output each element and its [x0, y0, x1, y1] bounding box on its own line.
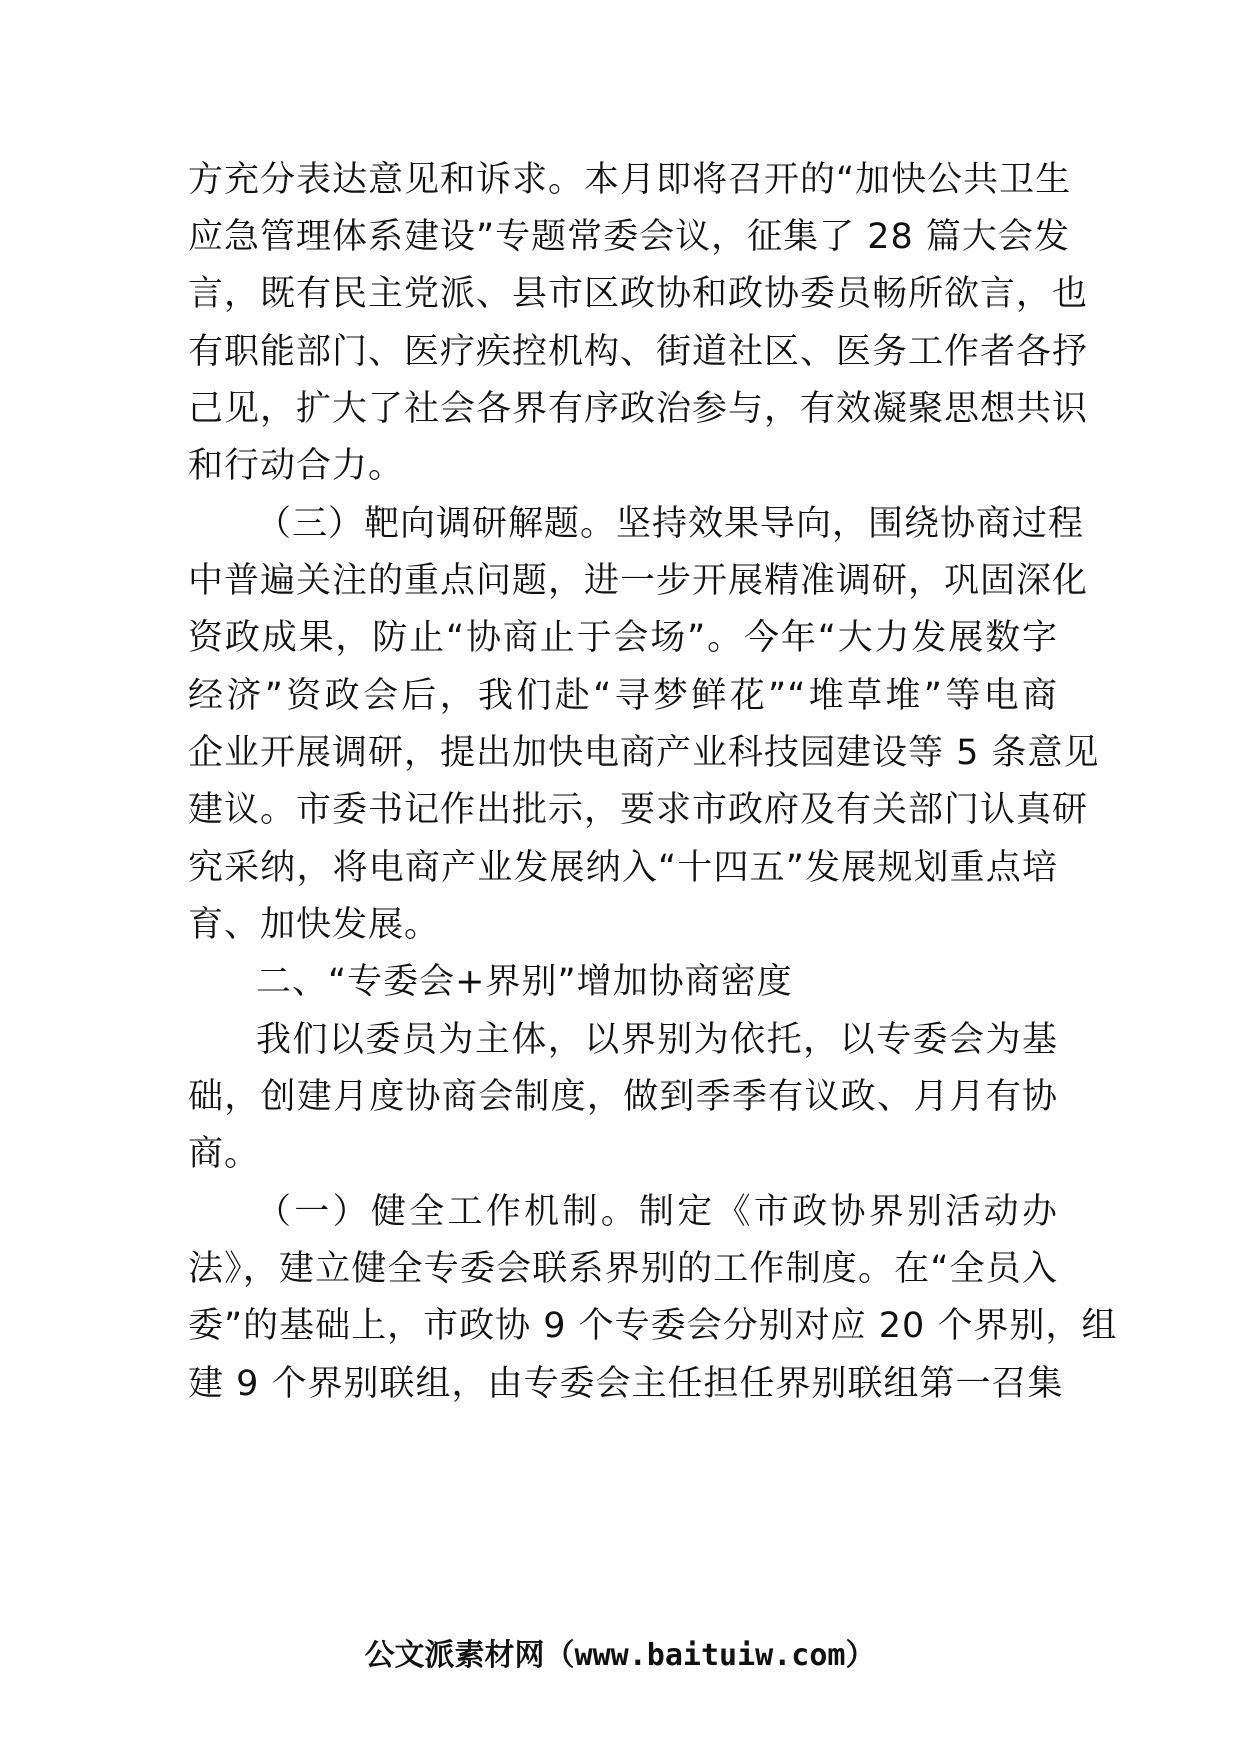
- paragraph-line: 法》，建立健全专委会联系界别的工作制度。在“全员入: [188, 1249, 1058, 1289]
- paragraph-line: 础，创建月度协商会制度，做到季季有议政、月月有协: [188, 1077, 1058, 1117]
- paragraph-line: 建议。市委书记作出批示，要求市政府及有关部门认真研: [188, 790, 1089, 830]
- paragraph-line: （三）靶向调研解题。坚持效果导向，围绕协商过程: [256, 504, 1085, 544]
- paragraph-line: 我们以委员为主体，以界别为依托，以专委会为基: [256, 1020, 1058, 1060]
- paragraph-line: 育、加快发展。: [188, 905, 441, 945]
- paragraph-line: 己见，扩大了社会各界有序政治参与，有效凝聚思想共识: [188, 389, 1089, 429]
- paragraph-line: 中普遍关注的重点问题，进一步开展精准调研，巩固深化: [188, 561, 1089, 601]
- paragraph-line: 经济”资政会后，我们赴“寻梦鲜花”“堆草堆”等电商: [188, 676, 1058, 716]
- paragraph-line: （一）健全工作机制。制定《市政协界别活动办: [256, 1192, 1058, 1232]
- paragraph-line: 委”的基础上，市政协 9 个专委会分别对应 20 个界别，组: [188, 1306, 1118, 1346]
- paragraph-line: 究采纳，将电商产业发展纳入“十四五”发展规划重点培: [188, 848, 1058, 888]
- paragraph-line: 和行动合力。: [188, 446, 405, 486]
- paragraph-line: 企业开展调研，提出加快电商产业科技园建设等 5 条意见: [188, 733, 1100, 773]
- footer-watermark: 公文派素材网（www.baituiw.com）: [364, 1638, 876, 1673]
- paragraph-line: 建 9 个界别联组，由专委会主任担任界别联组第一召集: [188, 1364, 1064, 1404]
- paragraph-line: 应急管理体系建设”专题常委会议，征集了 28 篇大会发: [188, 217, 1070, 257]
- section-heading: 二、“专委会+界别”增加协商密度: [256, 962, 793, 1002]
- paragraph-line: 商。: [188, 1134, 261, 1174]
- paragraph-line: 资政成果，防止“协商止于会场”。今年“大力发展数字: [188, 618, 1058, 658]
- paragraph-line: 有职能部门、医疗疾控机构、街道社区、医务工作者各抒: [188, 332, 1089, 372]
- paragraph-line: 言，既有民主党派、县市区政协和政协委员畅所欲言，也: [188, 274, 1089, 314]
- paragraph-line: 方充分表达意见和诉求。本月即将召开的“加快公共卫生: [188, 160, 1072, 200]
